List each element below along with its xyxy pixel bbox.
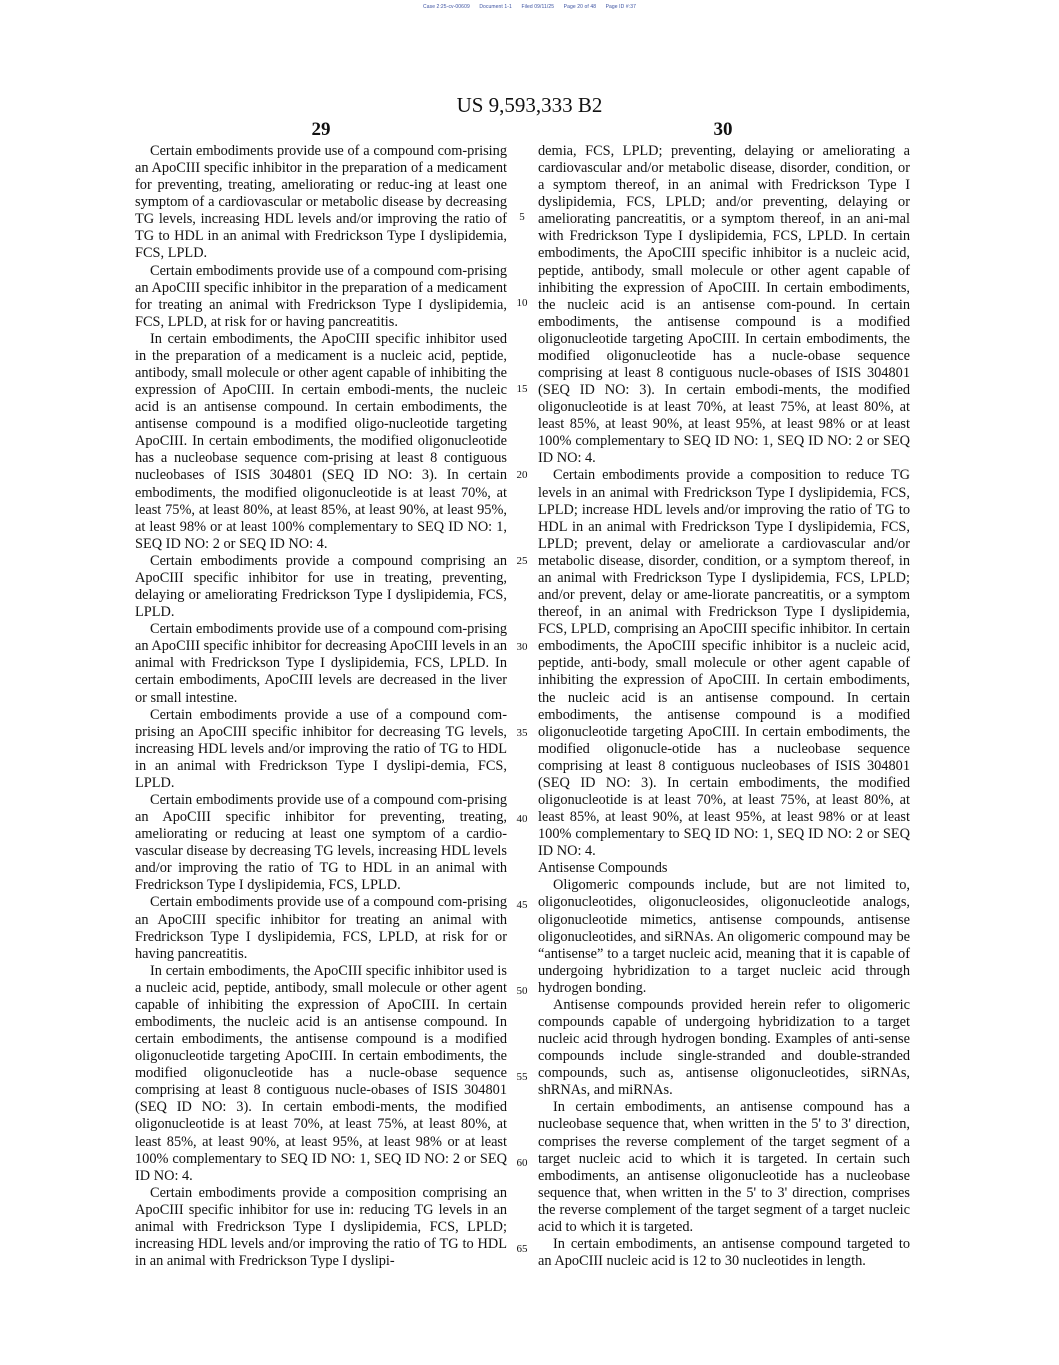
paragraph: Certain embodiments provide a composition to reduce TG levels in an animal with Fredrickson Type I dyslipidemia, FCS, LPLD; increase HDL levels and/or improving the ratio of TG to HDL in an animal with Fredrickson Type I dyslipidemia, FCS, LPLD; prevent, delay or ameliorate a cardiovascular and/or metabolic disease, disorder, condition, or a symptom thereof, in an animal with Fredrickson Type I dyslipidemia, FCS, LPLD; and/or prevent, delay or ame-liorate pancreatitis, or a symptom thereof, in an animal with Fredrickson Type I dyslipidemia, FCS, LPLD, comprising an ApoCIII specific inhibitor. In certain embodiments, the ApoCIII specific inhibitor is a nucleic acid, peptide, anti-body, small molecule or other agent capable of inhibiting the expression of ApoCIII. In certain embodiments, the nucleic acid is an antisense compound. In certain embodiments, the antisense compound is a modified oligonucleotide targeting ApoCIII. In certain embodiments, the modified oligonucle-otide has a nucleobase sequence comprising at least 8 contiguous nucleobases of ISIS 304801 (SEQ ID NO: 3). In certain embodiments, the modified oligonucleotide is at least 70%, at least 75%, at least 80%, at least 85%, at least 90%, at least 95%, at least 98% or at least 100% complementary to SEQ ID NO: 1, SEQ ID NO: 2 or SEQ ID NO: 4. — [538, 467, 910, 860]
case-number: Case 2:25-cv-00609 — [423, 4, 470, 10]
paragraph: In certain embodiments, the ApoCIII specific inhibitor used is a nucleic acid, peptide, antibody, small molecule or other agent capable of inhibiting the expression of ApoCIII. In certain embodiments, the nucleic acid is an antisense compound. In certain embodiments, the antisense compound is a modified oligonucleotide targeting ApoCIII. In certain embodiments, the modified oligonucleotide has a nucle-obase sequence comprising at least 8 contiguous nucle-obases of ISIS 304801 (SEQ ID NO: 3). In certain embodi-ments, the modified oligonucleotide is at least 70%, at least 75%, at least 80%, at least 85%, at least 90%, at least 95%, at least 98% or at least 100% complementary to SEQ ID NO: 1, SEQ ID NO: 2 or SEQ ID NO: 4. — [135, 962, 507, 1184]
paragraph: In certain embodiments, an antisense compound has a nucleobase sequence that, when written in the 5' to 3' direction, comprises the reverse complement of the target segment of a target nucleic acid to which it is targeted. In certain such embodiments, an antisense oligonucleotide has a nucleobase sequence that, when written in the 5' to 3' direction, comprises the reverse complement of the target segment of a target nucleic acid to which it is targeted. — [538, 1099, 910, 1235]
line-number: 15 — [516, 383, 528, 395]
left-page-number: 29 — [311, 119, 331, 140]
line-number: 10 — [516, 297, 528, 309]
line-number: 25 — [516, 555, 528, 567]
line-number: 45 — [516, 899, 528, 911]
paragraph: Antisense compounds provided herein refer to oligomeric compounds capable of undergoing hybridization to a target nucleic acid through hydrogen bonding. Examples of anti-sense compounds include single-stranded and double-stranded compounds, such as, antisense oligonucleotides, siRNAs, shRNAs, and miRNAs. — [538, 996, 910, 1099]
document-number: Document 1-1 — [479, 4, 512, 10]
filed-date: Filed 09/11/25 — [521, 4, 555, 10]
page-count: Page 20 of 48 — [563, 4, 597, 10]
paragraph: In certain embodiments, the ApoCIII specific inhibitor used in the preparation of a medicament is a nucleic acid, peptide, antibody, small molecule or other agent capable of inhibiting the expression of ApoCIII. In certain embodi-ments, the nucleic acid is an antisense compound. In certain embodiments, the antisense compound is a modified oligo-nucleotide targeting ApoCIII. In certain embodiments, the modified oligonucleotide has a nucleobase sequence com-prising at least 8 contiguous nucleobases of ISIS 304801 (SEQ ID NO: 3). In certain embodiments, the modified oligonucleotide is at least 70%, at least 75%, at least 80%, at least 85%, at least 90%, at least 95%, at least 98% or at least 100% complementary to SEQ ID NO: 1, SEQ ID NO: 2 or SEQ ID NO: 4. — [135, 330, 507, 552]
paragraph-continuation: demia, FCS, LPLD; preventing, delaying or ameliorating a cardiovascular and/or metabolic disease, disorder, condition, or a symptom thereof, in an animal with Fredrickson Type I dyslipidemia, FCS, LPLD; and/or preventing, delaying or ameliorating pancreatitis, or a symptom thereof, in an ani-mal with Fredrickson Type I dyslipidemia, FCS, LPLD. In certain embodiments, the ApoCIII specific inhibitor is a nucleic acid, peptide, antibody, small molecule or other agent capable of inhibiting the expression of ApoCIII. In certain embodiments, the nucleic acid is an antisense com-pound. In certain embodiments, the antisense compound is a modified oligonucleotide targeting ApoCIII. In certain embodiments, the modified oligonucleotide has a nucle-obase sequence comprising at least 8 contiguous nucle-obases of ISIS 304801 (SEQ ID NO: 3). In certain embodi-ments, the modified oligonucleotide is at least 70%, at least 75%, at least 80%, at least 85%, at least 90%, at least 95%, at least 98% or at least 100% complementary to SEQ ID NO: 1, SEQ ID NO: 2 or SEQ ID NO: 4. — [538, 143, 910, 467]
line-number: 65 — [516, 1243, 528, 1255]
paragraph: Certain embodiments provide use of a compound com-prising an ApoCIII specific inhibitor in the preparation of a medicament for preventing, treating, ameliorating or reduc-ing at least one symptom of a cardiovascular or metabolic disease by decreasing TG levels, increasing HDL levels and/or improving the ratio of TG to HDL in an animal with Fredrickson Type I dyslipidemia, FCS, LPLD. — [135, 143, 507, 262]
line-number: 20 — [516, 469, 528, 481]
line-number: 35 — [516, 727, 528, 739]
paragraph: Oligomeric compounds include, but are not limited to, oligonucleotides, oligonucleosides, oligonucleotide analogs, oligonucleotide mimetics, antisense compounds, antisense oligonucleotides, and siRNAs. An oligomeric compound may be “antisense” to a target nucleic acid, meaning that it is capable of undergoing hybridization to a target nucleic acid through hydrogen bonding. — [538, 877, 910, 996]
line-number: 40 — [516, 813, 528, 825]
page-id: Page ID #:37 — [605, 4, 636, 10]
section-heading: Antisense Compounds — [538, 860, 668, 877]
paragraph: Certain embodiments provide use of a compound com-prising an ApoCIII specific inhibitor for decreasing ApoCIII levels in an animal with Fredrickson Type I dyslipidemia, FCS, LPLD. In certain embodiments, ApoCIII levels are decreased in the liver or small intestine. — [135, 621, 507, 706]
court-filing-header — [0, 4, 1059, 10]
right-column — [538, 143, 910, 1270]
paragraph: Certain embodiments provide a compound comprising an ApoCIII specific inhibitor for use in treating, preventing, delaying or ameliorating Fredrickson Type I dyslipidemia, FCS, LPLD. — [135, 552, 507, 621]
paragraph: In certain embodiments, an antisense compound targeted to an ApoCIII nucleic acid is 12 to 30 nucleotides in length. — [538, 1236, 910, 1270]
paragraph: Certain embodiments provide use of a compound com-prising an ApoCIII specific inhibitor in the preparation of a medicament for treating an animal with Fredrickson Type I dyslipidemia, FCS, LPLD, at risk for or having pancreatitis. — [135, 262, 507, 330]
line-number: 5 — [519, 211, 525, 223]
left-column — [135, 143, 507, 1270]
patent-number: US 9,593,333 B2 — [456, 93, 603, 117]
line-number: 30 — [516, 641, 528, 653]
right-page-number: 30 — [713, 119, 733, 140]
line-number: 50 — [516, 985, 528, 997]
paragraph: Certain embodiments provide a composition comprising an ApoCIII specific inhibitor for use in: reducing TG levels in an animal with Fredrickson Type I dyslipidemia, FCS, LPLD; increasing HDL levels and/or improving the ratio of TG to HDL in an animal with Fredrickson Type I dyslipi- — [135, 1184, 507, 1270]
paragraph: Certain embodiments provide use of a compound com-prising an ApoCIII specific inhibitor for treating an animal with Fredrickson Type I dyslipidemia, FCS, LPLD, at risk for or having pancreatitis. — [135, 894, 507, 962]
paragraph: Certain embodiments provide use of a compound com-prising an ApoCIII specific inhibitor for preventing, treating, ameliorating or reducing at least one symptom of a cardio-vascular disease by decreasing TG levels, increasing HDL levels and/or improving the ratio of TG to HDL in an animal with Fredrickson Type I dyslipidemia, FCS, LPLD. — [135, 791, 507, 894]
paragraph: Certain embodiments provide a use of a compound com-prising an ApoCIII specific inhibitor for decreasing TG levels, increasing HDL levels and/or improving the ratio of TG to HDL in an animal with Fredrickson Type I dyslipi-demia, FCS, LPLD. — [135, 706, 507, 791]
line-number: 55 — [516, 1071, 528, 1083]
line-number: 60 — [516, 1157, 528, 1169]
